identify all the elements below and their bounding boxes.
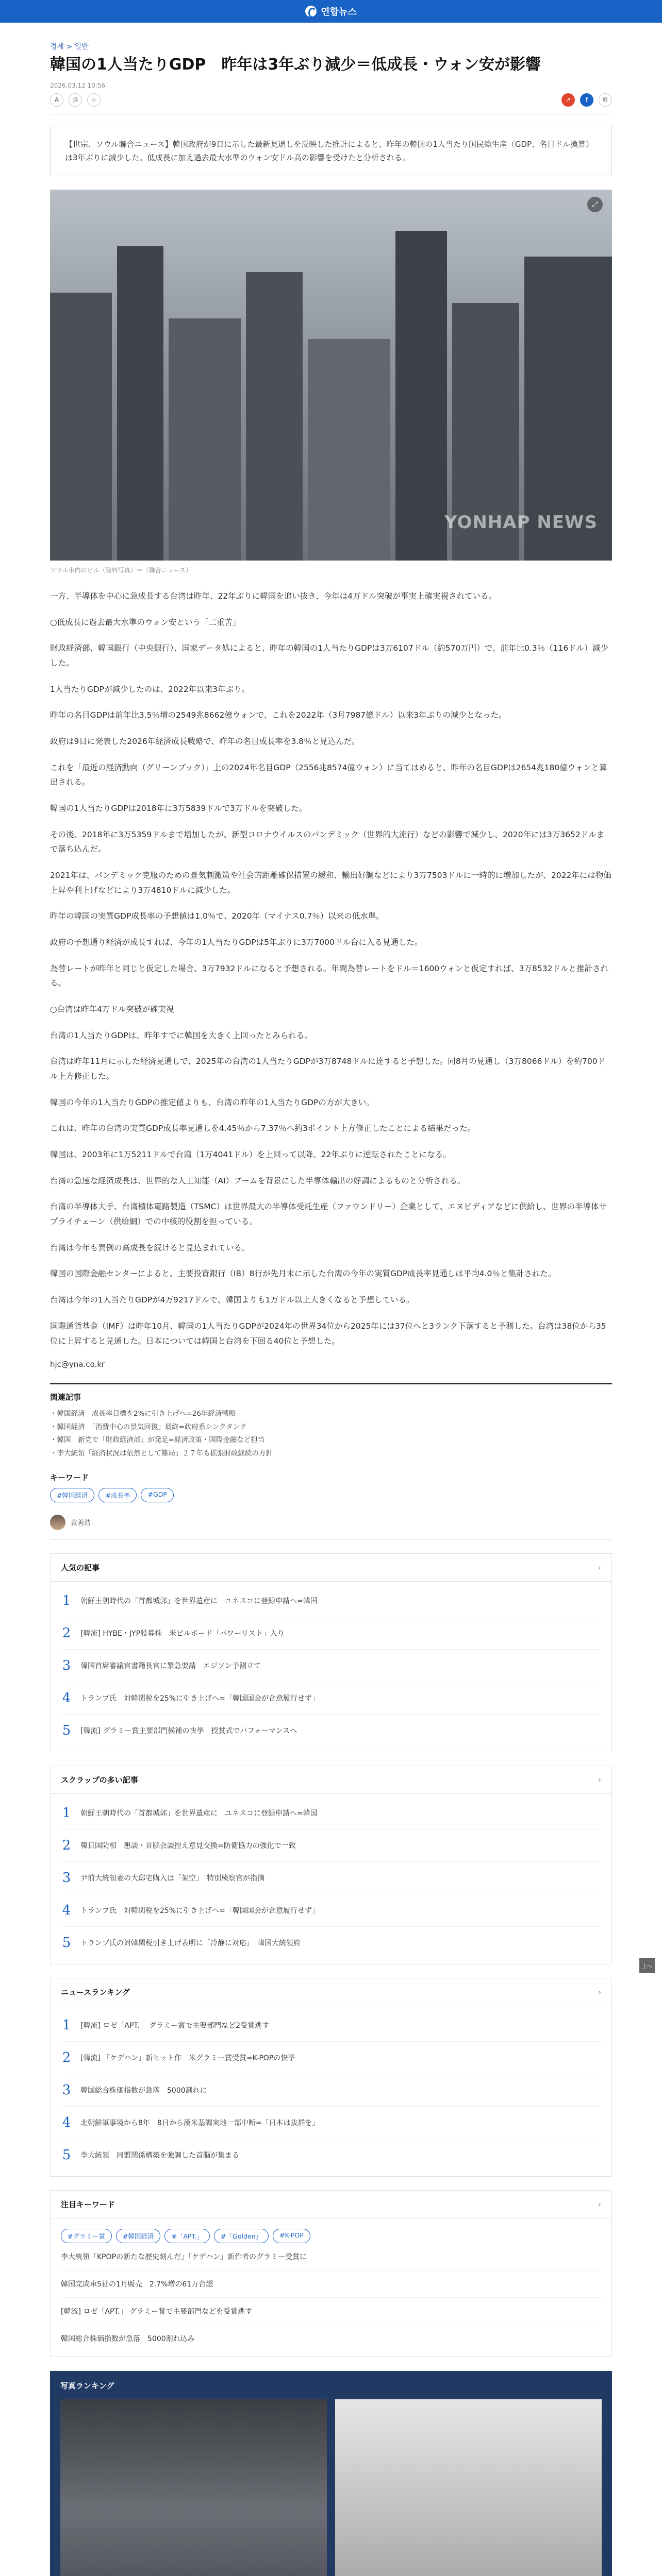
keyword-chip[interactable]: #「Golden」 xyxy=(214,2229,269,2243)
rank-number: 1 xyxy=(62,2017,71,2033)
article-body xyxy=(50,589,612,1348)
photo-tile[interactable] xyxy=(335,2399,602,2576)
photo-watermark: YONHAP NEWS xyxy=(444,512,598,533)
rank-title: [韓流] ロゼ「APT.」 グラミー賞で主要部門など2受賞逃す xyxy=(80,2021,270,2030)
list-item[interactable] xyxy=(61,1682,601,1715)
chevron-right-icon[interactable]: › xyxy=(598,1562,601,1572)
rank-title: 北朝鮮軍事境から8年 8日から漢米基調実地一部中断=「日本は抜群を」 xyxy=(80,2119,320,2127)
rank-number: 5 xyxy=(62,1935,71,1951)
reporter-avatar xyxy=(50,1515,65,1530)
reporter-email[interactable]: hjc@yna.co.kr xyxy=(50,1360,105,1369)
rank-number: 5 xyxy=(62,1722,71,1738)
top-header xyxy=(0,0,662,23)
photo-ranking-title: 写真ランキング xyxy=(60,2381,114,2391)
print-icon[interactable]: ⎙ xyxy=(69,93,82,107)
reporter-name: 黄善浩 xyxy=(71,1519,91,1528)
list-item[interactable] xyxy=(61,1862,601,1894)
list-item[interactable] xyxy=(61,1797,601,1829)
list-item[interactable] xyxy=(61,1650,601,1682)
rank-number: 5 xyxy=(62,2147,71,2163)
font-size-icon[interactable]: A xyxy=(50,93,63,107)
list-item[interactable]: 李大統領「KPOPの新たな歴史刻んだ」「ケデハン」新作者のグラミー受賞に xyxy=(61,2243,601,2270)
list-item[interactable] xyxy=(61,2074,601,2107)
paragraph: 台湾は昨年11月に示した経済見通しで、2025年の台湾の1人当たりGDPが3万8748ドルに達すると予想した。同8月の見通し（3万8066ドル）を約700ドル上方修正した。 xyxy=(50,1057,606,1081)
paragraph: 一方、半導体を中心に急成長する台湾は昨年、22年ぶりに韓国を追い抜き、今年は4万ドル突破が事実上確実視されている。 xyxy=(50,591,496,601)
paragraph: 台湾の半導体大手、台湾積体電路製造（TSMC）は世界最大の半導体受託生産（ファウンドリー）企業として、エヌビディアなどに供給し、世界の半導体サプライチェーン（供給網）での中核的役割を担っている。 xyxy=(50,1202,607,1227)
hot-keywords xyxy=(50,2190,612,2357)
news-ranking xyxy=(50,1978,612,2177)
rank-title: 韓国首席審議官書籍長官に緊急要請 エジソン予測立て xyxy=(80,1662,261,1670)
scoops-title: スクラップの多い記事 xyxy=(61,1775,138,1785)
rank-number: 4 xyxy=(62,1902,71,1918)
keyword-chip[interactable]: #韓国経済 xyxy=(50,1488,94,1502)
rank-title: [韓流] 「ケデハン」新ヒット作 米グラミー賞受賞=K-POPの快挙 xyxy=(80,2054,295,2062)
keyword-chip[interactable]: #K-POP xyxy=(273,2229,310,2243)
popular-articles xyxy=(50,1553,612,1752)
rank-number: 4 xyxy=(62,1690,71,1706)
scroll-top-button[interactable]: 上へ xyxy=(639,1958,655,1973)
paragraph: 台湾は今年の1人当たりGDPが4万9217ドルで、韓国よりも1万ドル以上大きくなると予想している。 xyxy=(50,1295,415,1305)
list-item[interactable] xyxy=(61,1894,601,1927)
popular-title: 人気の記事 xyxy=(61,1563,100,1572)
related-link[interactable]: ・韓国経済 「消費中心の景気回復」最終=政府系シンクタンク xyxy=(50,1422,247,1431)
link-icon[interactable]: ⧉ xyxy=(599,93,612,107)
keyword-chip[interactable]: #成長率 xyxy=(98,1488,137,1502)
building-shape xyxy=(395,231,447,561)
rank-title: トランプ氏 対韓関税を25%に引き上げへ=「韓国国会が合意履行せず」 xyxy=(80,1906,319,1915)
rank-title: [韓流] グラミー賞主要部門候補の快挙 授賞式でパフォーマンスへ xyxy=(80,1726,297,1735)
list-item[interactable] xyxy=(61,1927,601,1959)
share-icon[interactable]: ↗ xyxy=(561,93,575,107)
building-shape xyxy=(169,318,241,561)
rank-number: 2 xyxy=(62,2049,71,2065)
rank-title: 韓日国防相 懇談・首脳会談控え意見交換=防衛協力の強化で一致 xyxy=(80,1841,296,1850)
related-title: 関連記事 xyxy=(50,1393,81,1402)
paragraph: 台湾の1人当たりGDPは、昨年すでに韓国を大きく上回ったとみられる。 xyxy=(50,1030,312,1040)
expand-photo-icon[interactable]: ⤢ xyxy=(587,197,603,212)
rank-number: 3 xyxy=(62,2082,71,2098)
photo-caption: ソウル市内のビル（資料写真）＝（聯合ニュース） xyxy=(50,567,192,574)
most-scrapped-articles xyxy=(50,1766,612,1964)
chevron-right-icon[interactable]: › xyxy=(598,2199,601,2209)
related-link[interactable]: ・韓国経済 成長率目標を2%に引き上げへ=26年経済戦略 xyxy=(50,1410,236,1418)
list-item[interactable] xyxy=(61,1585,601,1617)
paragraph: 政府の予想通り経済が成長すれば、今年の1人当たりGDPは5年ぶりに3万7000ドル台に入る見通した。 xyxy=(50,938,423,947)
paragraph: その後、2018年に3万5359ドルまで増加したが、新型コロナウイルスのパンデミック（世界的大流行）などの影響で減少し、2020年には3万3652ドルまで落ち込んだ。 xyxy=(50,829,605,854)
site-logo-text: 연합뉴스 xyxy=(321,7,357,18)
chevron-right-icon[interactable]: › xyxy=(598,1774,601,1785)
list-item[interactable]: 韓国総合株価指数が急落 5000割れ込み xyxy=(61,2334,195,2343)
rank-number: 4 xyxy=(62,2114,71,2130)
hot-keywords-title: 注目キーワード xyxy=(61,2199,115,2209)
rank-number: 1 xyxy=(62,1805,71,1821)
paragraph: これは、昨年の台湾の実質GDP成長率見通しを4.45％から7.37％へ約3ポイント上方修正したことによる結果だった。 xyxy=(50,1124,476,1133)
building-shape xyxy=(50,293,112,561)
paragraph: 韓国の1人当たりGDPは2018年に3万5839ドルで3万ドルを突破した。 xyxy=(50,804,307,814)
rank-title: 朝鮮王朝時代の「首都城郭」を世界遺産に ユネスコに登録申請へ=韓国 xyxy=(80,1597,318,1605)
list-item[interactable] xyxy=(61,1715,601,1747)
site-logo[interactable] xyxy=(305,5,357,18)
photo-tile[interactable] xyxy=(60,2399,327,2576)
paragraph: 政府は9日に発表した2026年経済成長戦略で、昨年の名目成長率を3.8％と見込んだ。 xyxy=(50,737,360,747)
list-item[interactable] xyxy=(61,2042,601,2074)
reporter-card[interactable] xyxy=(50,1515,612,1540)
paragraph: ○台湾は昨年4万ドル突破が確実視 xyxy=(50,1005,174,1014)
rank-title: 李大統領 同盟関係構築を強調した首脳が集まる xyxy=(80,2151,239,2160)
list-item[interactable] xyxy=(61,1617,601,1650)
paragraph: 昨年の名目GDPは前年比3.5％増の2549兆8662億ウォンで、これを2022年（3月7987億ドル）以来3年ぶりの減少となった。 xyxy=(50,710,507,720)
paragraph: 為替レートが昨年と同じと仮定した場合、3万7932ドルになると予想される。年間為替レートをドル＝1600ウォンと仮定すれば、3万8532ドルと推計される。 xyxy=(50,963,608,988)
keyword-chip[interactable]: #韓国経済 xyxy=(116,2229,160,2243)
rank-title: [韓流] HYBE・JYP股募株 米ビルボード「パワーリスト」入り xyxy=(80,1629,285,1638)
building-shape xyxy=(246,272,303,561)
paragraph: 台湾の急速な経済成長は、世界的な人工知能（AI）ブームを背景にした半導体輸出の好調によるものと分析される。 xyxy=(50,1176,466,1185)
rank-number: 2 xyxy=(62,1837,71,1853)
related-link[interactable]: ・韓国 新党で「財政経済部」が発足=経済政策・国際金融など担当 xyxy=(50,1436,265,1445)
article-date: 2026.03.12 10:56 xyxy=(50,81,106,89)
paragraph: ○低成長に過去最大水準のウォン安という「二重苦」 xyxy=(50,617,241,627)
paragraph: 台湾は今年も異例の高成長を続けると見込まれている。 xyxy=(50,1243,250,1252)
facebook-icon[interactable]: f xyxy=(580,93,593,107)
paragraph: 2021年は、パンデミック克服のための景気刺激策や社会的距離確保措置の緩和、輸出好調などにより3万7503ドルに一時的に増加したが、2022年には物価上昇や利上げなどにより3万4810ドルに減少した。 xyxy=(50,871,611,895)
paragraph: 韓国は、2003年に1万5211ドルで台湾（1万4041ドル）を上回って以降、22年ぶりに逆転されたことになる。 xyxy=(50,1150,451,1160)
related-articles xyxy=(50,1383,612,1461)
rank-title: 朝鮮王朝時代の「首都城郭」を世界遺産に ユネスコに登録申請へ=韓国 xyxy=(80,1809,318,1818)
paragraph: 韓国の国際金融センターによると、主要投資銀行（IB）8行が先月末に示した台湾の今年の実質GDP成長率見通しは平均4.0％と集計された。 xyxy=(50,1269,556,1279)
photo-ranking xyxy=(50,2371,612,2576)
keyword-chip[interactable]: #GDP xyxy=(141,1488,173,1502)
list-item[interactable] xyxy=(61,2107,601,2139)
rank-title: 尹前大統領妻の大邸宅購入は「架空」 特別検察官が指摘 xyxy=(80,1874,264,1883)
rank-number: 2 xyxy=(62,1625,71,1641)
rank-number: 1 xyxy=(62,1592,71,1608)
list-item[interactable] xyxy=(61,2139,601,2171)
keywords xyxy=(50,1472,612,1502)
building-shape xyxy=(308,339,390,561)
rank-number: 3 xyxy=(62,1657,71,1673)
rank-title: トランプ氏の対韓関税引き上げ表明に「冷静に対応」 韓国大統領府 xyxy=(80,1939,301,1947)
paragraph: 昨年の韓国の実質GDP成長率の予想値は1.0％で、2020年（マイナス0.7％）以来の低水準。 xyxy=(50,911,384,921)
keyword-chip[interactable]: #グラミー賞 xyxy=(61,2229,112,2243)
building-shape xyxy=(117,246,163,561)
paragraph: 財政経済部、韓国銀行（中央銀行）、国家データ処によると、昨年の韓国の1人当たりGDPは3万6107ドル（約570万円）で、前年比0.3％（116ドル）減少した。 xyxy=(50,643,608,668)
paragraph: 韓国の今年の1人当たりGDPの推定値よりも、台湾の昨年の1人当たりGDPの方が大きい。 xyxy=(50,1097,374,1107)
rank-title: トランプ氏 対韓関税を25%に引き上げへ=「韓国国会が合意履行せず」 xyxy=(80,1694,319,1703)
article-summary: 【世宗、ソウル聯合ニュース】韓国政府が9日に示した最新見通しを反映した推計によると、昨年の韓国の1人当たり国民総生産（GDP、名目ドル換算）は3年ぶりに減少した。低成長に加え過去最大水準のウォン安ドル高の影響を受けたと分析される。 xyxy=(50,126,612,177)
news-ranking-title: ニュースランキング xyxy=(61,1987,130,1997)
article-title: 韓国の1人当たりGDP 昨年は3年ぶり減少＝低成長・ウォン安が影響 xyxy=(50,56,541,74)
related-link[interactable]: ・李大統領「経済状況は依然として難局」２７年も拡張財政継続の方針 xyxy=(50,1449,273,1458)
paragraph: 1人当たりGDPが減少したのは、2022年以来3年ぶり。 xyxy=(50,684,250,694)
keyword-chip[interactable]: #「APT.」 xyxy=(164,2229,210,2243)
list-item[interactable] xyxy=(61,2009,601,2042)
paragraph: 国際通貨基金（IMF）は昨年10月、韓国の1人当たりGDPが2024年の世界34位から2025年には37位へと3ランク下落すると予測した。台湾は38位から35位に上昇すると見通した。日本については韓国と台湾を下回る40位と予想した。 xyxy=(50,1321,606,1346)
yonhap-logo-icon xyxy=(305,6,317,17)
rank-title: 韓国総合株価指数が急落 5000割れに xyxy=(80,2086,207,2095)
list-item[interactable]: [韓流] ロゼ「APT.」 グラミー賞で主要部門などを受賞逃す xyxy=(61,2298,601,2325)
content-column xyxy=(50,41,612,2576)
article-photo[interactable] xyxy=(50,190,612,561)
paragraph: これを「最近の経済動向（グリーンブック）」上の2024年名目GDP（2556兆8574億ウォン）に当てはめると、昨年の名目GDPは2654兆180億ウォンと算出される。 xyxy=(50,762,607,787)
keywords-title: キーワード xyxy=(50,1472,89,1482)
breadcrumb[interactable]: 경제 > 일반 xyxy=(50,43,89,51)
list-item[interactable] xyxy=(61,1829,601,1862)
scrap-icon[interactable]: ☆ xyxy=(87,93,101,107)
list-item[interactable]: 韓国完成車5社の1月販売 2.7%増の61万台超 xyxy=(61,2270,601,2298)
chevron-right-icon[interactable]: › xyxy=(598,1987,601,1997)
rank-number: 3 xyxy=(62,1870,71,1886)
article-toolbar xyxy=(50,93,612,107)
